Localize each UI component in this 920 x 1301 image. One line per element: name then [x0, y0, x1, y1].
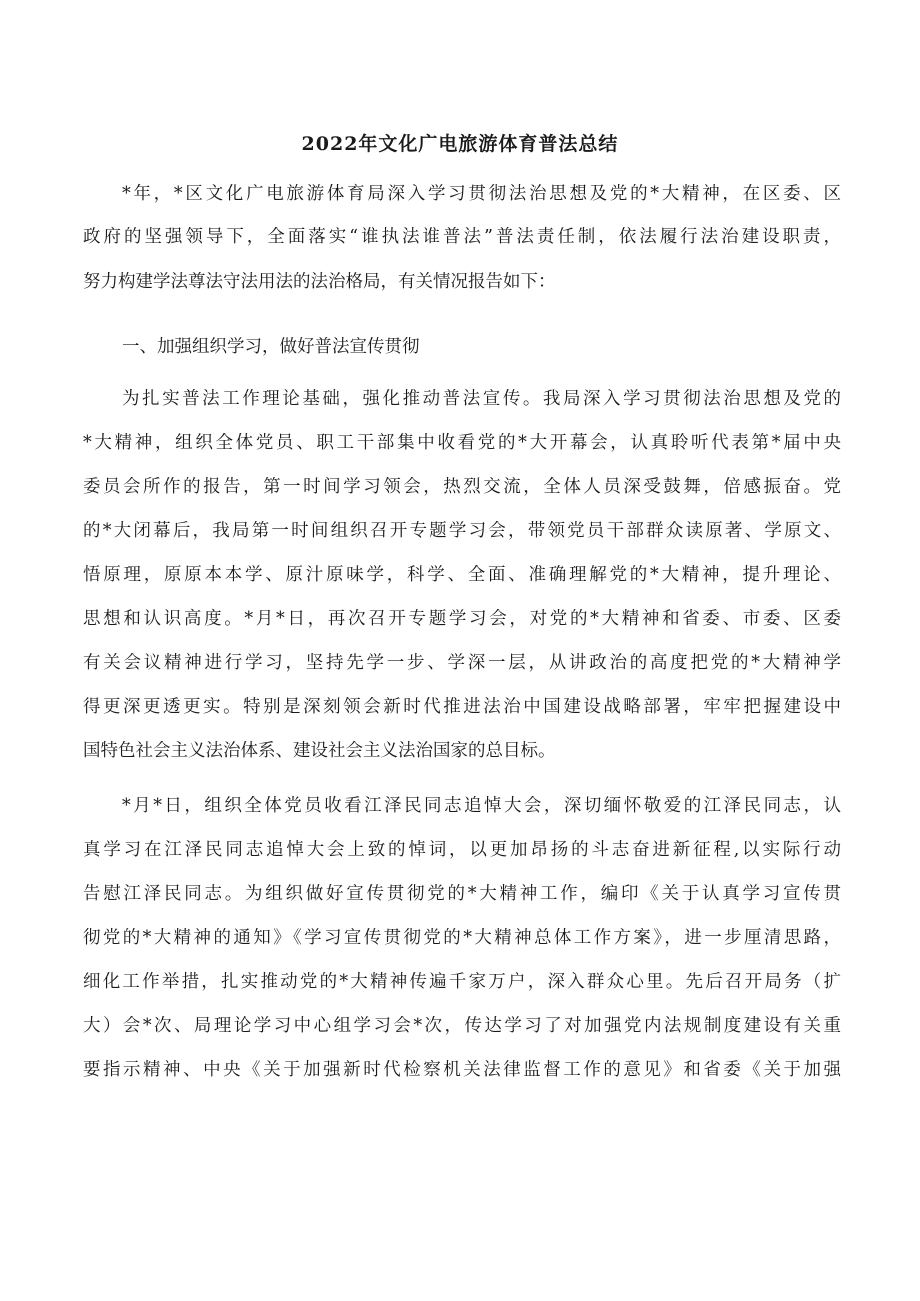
section-heading-1: 一、加强组织学习，做好普法宣传贯彻 — [122, 337, 420, 357]
para1-line-5: 悟原理，原原本本学、原汁原味学，科学、全面、准确理解党的*大精神，提升理论、 — [83, 565, 841, 585]
para2-line-5: 细化工作举措，扎实推动党的*大精神传遍千家万户，深入群众心里。先后召开局务（扩 — [83, 972, 841, 992]
para1-line-9: 国特色社会主义法治体系、建设社会主义法治国家的总目标。 — [83, 741, 556, 761]
intro-line-3: 努力构建学法尊法守法用法的法治格局，有关情况报告如下： — [83, 272, 556, 292]
para1-line-8: 得更深更透更实。特别是深刻领会新时代推进法治中国建设战略部署，牢牢把握建设中 — [83, 697, 841, 717]
para1-line-4: 的*大闭幕后，我局第一时间组织召开专题学习会，带领党员干部群众读原著、学原文、 — [83, 521, 841, 541]
para1-line-7: 有关会议精神进行学习，坚持先学一步、学深一层，从讲政治的高度把党的*大精神学 — [83, 653, 841, 673]
para2-line-4: 彻党的*大精神的通知》《学习宣传贯彻党的*大精神总体工作方案》，进一步厘清思路， — [83, 928, 841, 948]
para1-line-3: 委员会所作的报告，第一时间学习领会，热烈交流，全体人员深受鼓舞，倍感振奋。党 — [83, 477, 841, 497]
para2-line-6: 大）会*次、局理论学习中心组学习会*次，传达学习了对加强党内法规制度建设有关重 — [83, 1016, 841, 1036]
para2-line-3: 告慰江泽民同志。为组织做好宣传贯彻党的*大精神工作，编印《关于认真学习宣传贯 — [83, 884, 841, 904]
para2-line-2: 真学习在江泽民同志追悼大会上致的悼词，以更加昂扬的斗志奋进新征程,以实际行动 — [83, 840, 841, 860]
para1-line-1: 为扎实普法工作理论基础，强化推动普法宣传。我局深入学习贯彻法治思想及党的 — [122, 389, 841, 409]
intro-line-1: *年，*区文化广电旅游体育局深入学习贯彻法治思想及党的*大精神，在区委、区 — [122, 184, 841, 204]
intro-line-2: 政府的坚强领导下，全面落实“谁执法谁普法”普法责任制，依法履行法治建设职责， — [83, 227, 841, 247]
para1-line-6: 思想和认识高度。*月*日，再次召开专题学习会，对党的*大精神和省委、市委、区委 — [83, 609, 841, 629]
para1-line-2: *大精神，组织全体党员、职工干部集中收看党的*大开幕会，认真聆听代表第*届中央 — [83, 433, 841, 453]
para2-line-7: 要指示精神、中央《关于加强新时代检察机关法律监督工作的意见》和省委《关于加强 — [83, 1060, 841, 1080]
para2-line-1: *月*日，组织全体党员收看江泽民同志追悼大会，深切缅怀敬爱的江泽民同志，认 — [122, 796, 841, 816]
document-title: 2022年文化广电旅游体育普法总结 — [301, 133, 619, 155]
